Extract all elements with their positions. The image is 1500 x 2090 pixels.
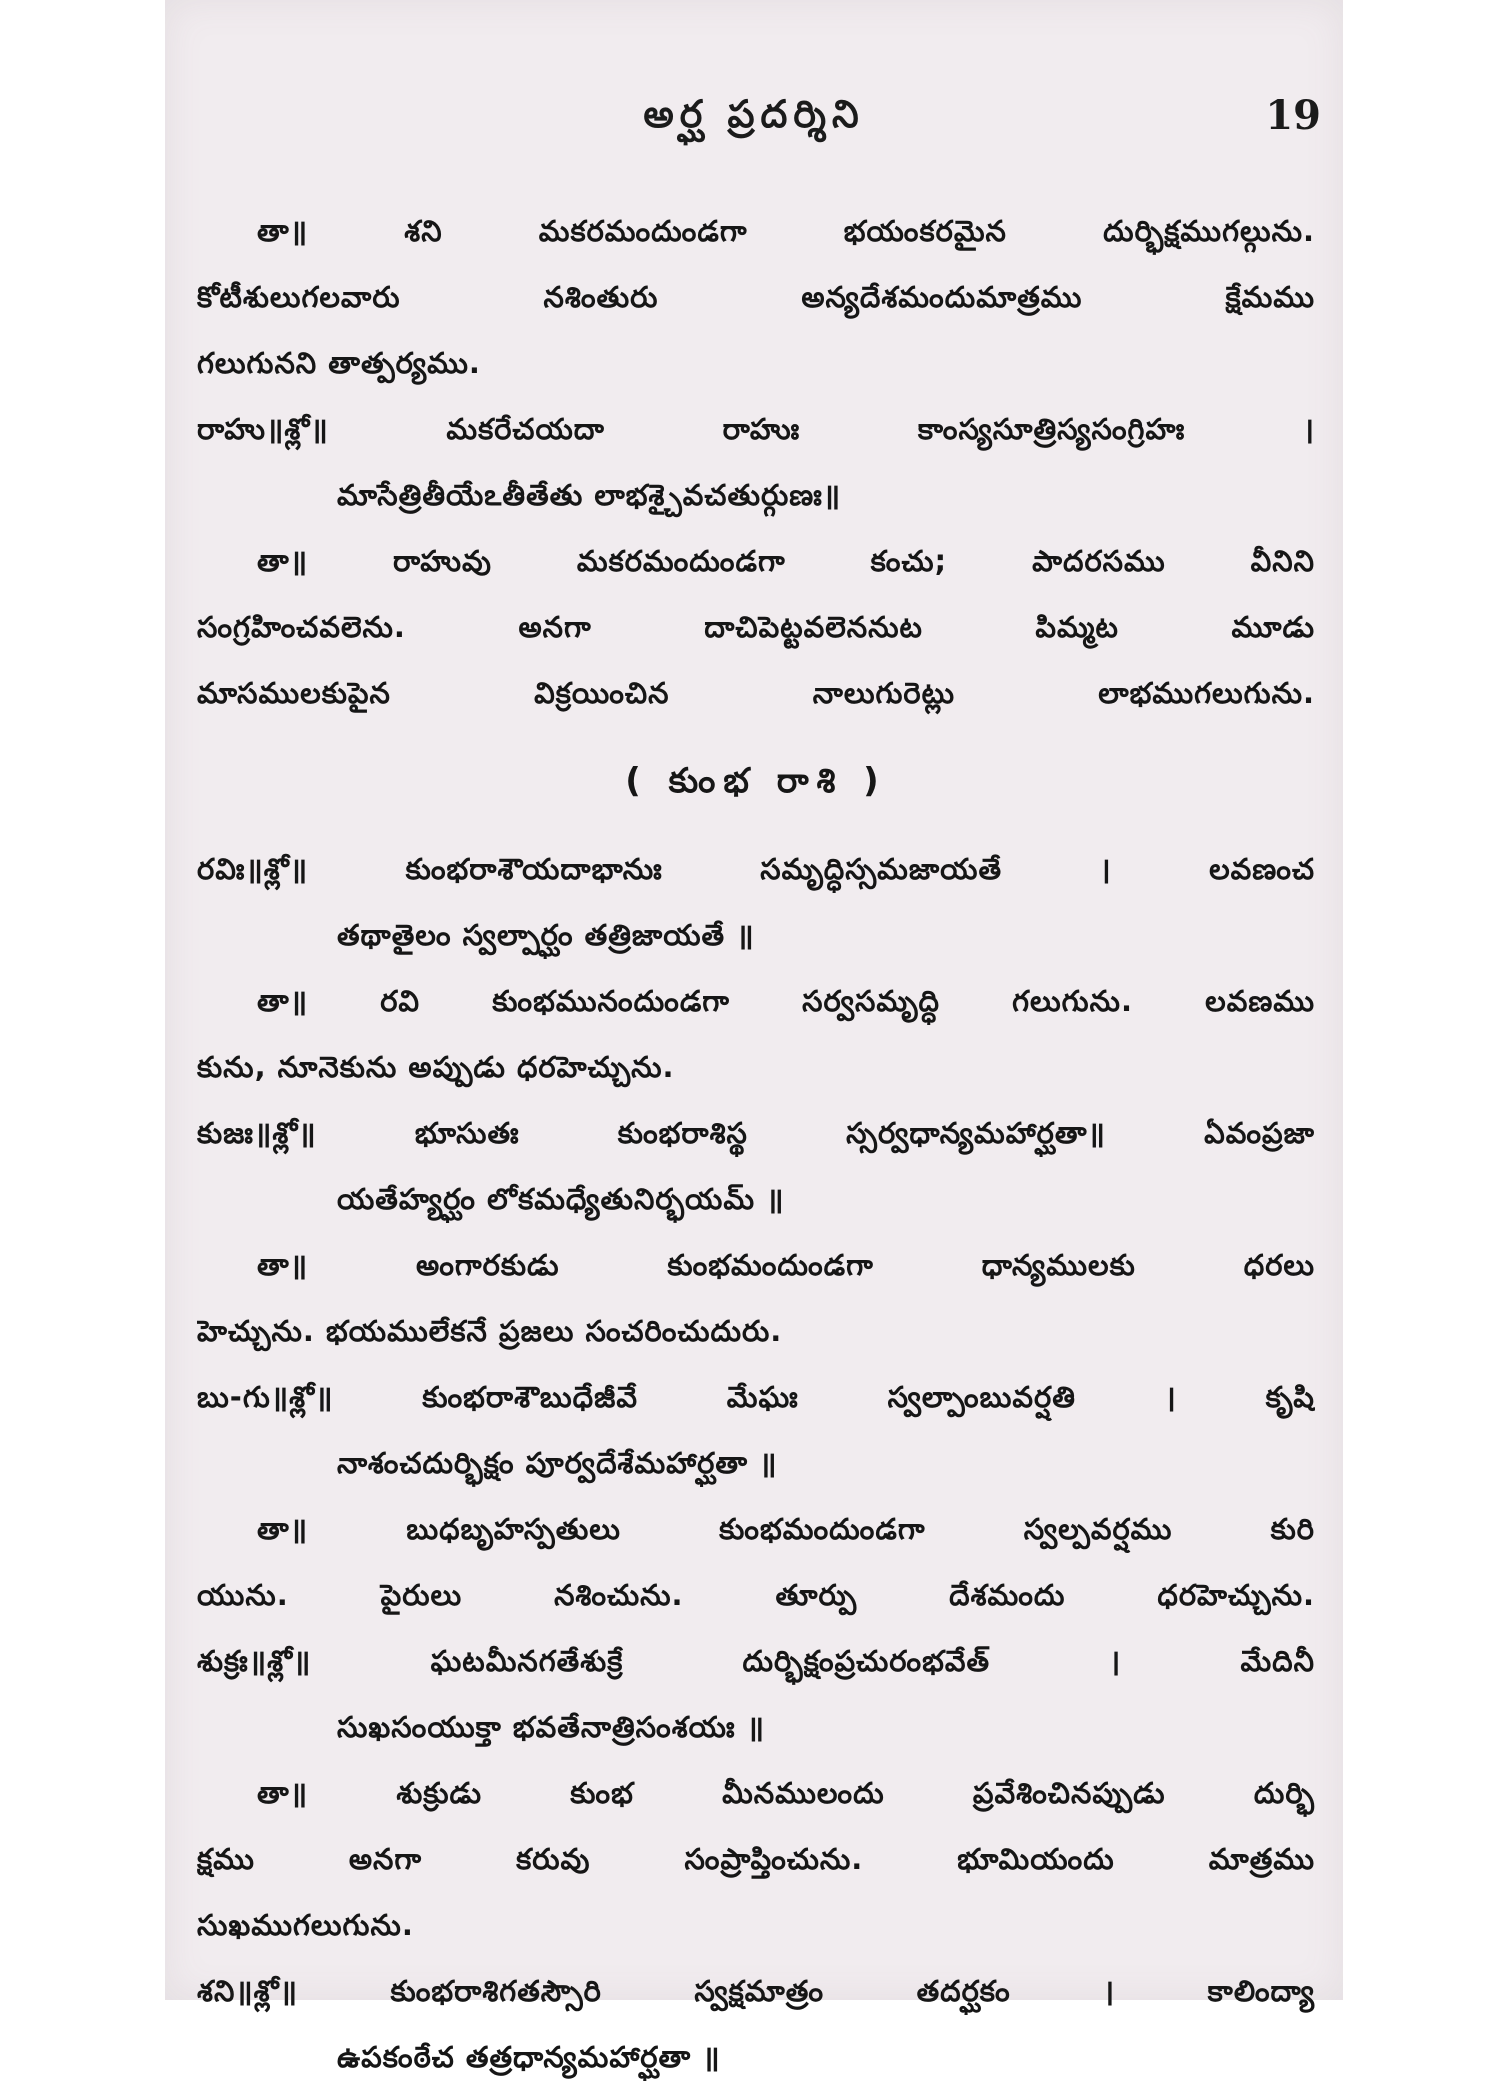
verse-line: రవిః॥శ్లో॥ కుంభరాశౌయదాభానుః సమృద్ధిస్సమజాయతే । లవణంచ [197, 852, 1315, 886]
text-line: సంగ్రహించవలెను. అనగా దాచిపెట్టవలెననుట పిమ్మట మూడు [197, 610, 1315, 644]
verse-line: శుక్రః॥శ్లో॥ ఘటమీనగతేశుక్రే దుర్భిక్షంప్రచురంభవేత్ । మేదినీ [197, 1644, 1315, 1678]
text-line: తా॥ శుక్రుడు కుంభ మీనములందు ప్రవేశించినప్పుడు దుర్భి [257, 1776, 1315, 1810]
text-line: తా॥ రాహువు మకరమందుండగా కంచు; పాదరసము వీనిని [257, 544, 1315, 578]
text-line: హెచ్చును. భయములేకనే ప్రజలు సంచరించుదురు. [197, 1314, 783, 1348]
text-line: తా॥ అంగారకుడు కుంభమందుండగా ధాన్యములకు ధరలు [257, 1248, 1315, 1282]
verse-line: నాశంచదుర్భిక్షం పూర్వదేశేమహార్ఘతా ॥ [337, 1446, 778, 1480]
verse-line: మాసేత్రితీయేఽతీతేతు లాభశ్చైవచతుర్గుణః॥ [337, 478, 842, 512]
page-number: 19 [1265, 92, 1321, 139]
text-line: గలుగునని తాత్పర్యము. [197, 346, 481, 380]
text-line: తా॥ బుధబృహస్పతులు కుంభమందుండగా స్వల్పవర్షము కురి [257, 1512, 1315, 1546]
page-body [197, 198, 1315, 2090]
text-line: కును, నూనెకును అప్పుడు ధరహెచ్చును. [197, 1050, 675, 1084]
text-line: యును. పైరులు నశించును. తూర్పు దేశమందు ధరహెచ్చును. [197, 1578, 1315, 1612]
text-line: మాసములకుపైన విక్రయించిన నాలుగురెట్లు లాభముగలుగును. [197, 676, 1315, 710]
text-line: కోటీశులుగలవారు నశింతురు అన్యదేశమందుమాత్రము క్షేమము [197, 280, 1315, 314]
verse-line: సుఖసంయుక్తా భవతేనాత్రిసంశయః ॥ [337, 1710, 766, 1744]
text-line: సుఖముగలుగును. [197, 1908, 414, 1942]
verse-line: బు-గు॥శ్లో॥ కుంభరాశౌబుధేజీవే మేఘః స్వల్పాంబువర్షతి । కృషి [197, 1380, 1315, 1414]
book-page [165, 0, 1343, 2074]
section-heading: ( కుంభ రాశి ) [625, 761, 887, 801]
verse-line: యతేహ్యర్ఘం లోకమధ్యేతునిర్భయమ్ ॥ [337, 1182, 785, 1216]
verse-line: ఉపకంఠేచ తత్రధాన్యమహార్ఘతా ॥ [337, 2040, 721, 2074]
verse-line: రాహు॥శ్లో॥ మకరేచయదా రాహుః కాంస్యసూత్రిస్యసంగ్రిహః । [197, 412, 1315, 446]
verse-line: శని॥శ్లో॥ కుంభరాశిగతస్సౌరి స్వక్షమాత్రం తదర్ఘకం । కాలింద్యా [197, 1974, 1315, 2008]
text-line: తా॥ శని మకరమందుండగా భయంకరమైన దుర్భిక్షముగల్గును. [257, 214, 1315, 248]
text-line: క్షము అనగా కరువు సంప్రాప్తించును. భూమియందు మాత్రము [197, 1842, 1315, 1876]
running-title: అర్ఘ ప్రదర్శిని [643, 92, 865, 136]
verse-line: తథాతైలం స్వల్పార్ఘం తత్రిజాయతే ॥ [337, 918, 755, 952]
text-line: తా॥ రవి కుంభమునందుండగా సర్వసమృద్ధి గలుగును. లవణము [257, 984, 1315, 1018]
verse-line: కుజః॥శ్లో॥ భూసుతః కుంభరాశిస్థ స్సర్వధాన్యమహార్ఘతా॥ ఏవంప్రజా [197, 1116, 1315, 1150]
page-header [165, 92, 1343, 152]
